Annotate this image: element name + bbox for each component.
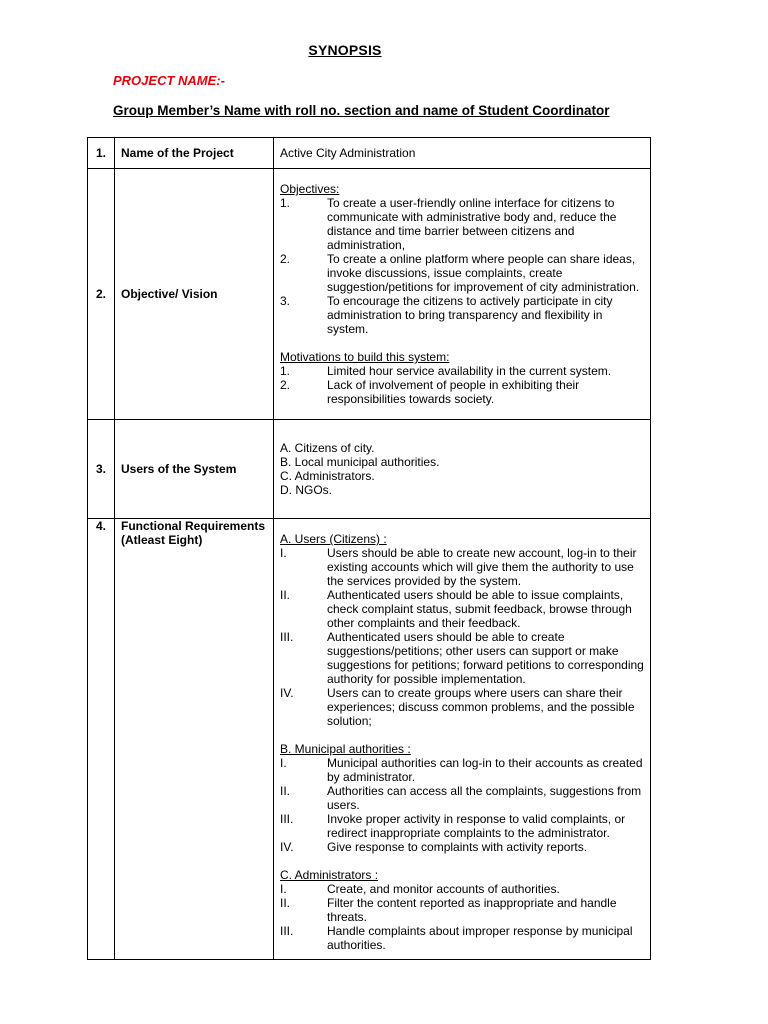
requirements-list [280, 546, 644, 728]
list-item: D. NGOs. [280, 483, 333, 497]
list-item: IV. Give response to complaints with activity reports. [280, 840, 588, 854]
list-item: A. Citizens of city. [280, 441, 375, 455]
project-name-value: Active City Administration [274, 138, 651, 169]
row-label: Name of the Project [115, 138, 274, 169]
group-members-heading: Group Member’s Name with roll no. section and name of Student Coordinator [113, 103, 610, 118]
list-item: 1. To create a user-friendly online interface for citizens to communicate with administrative body and, reduce the distance and time barrier between citizens and administration, [280, 196, 617, 252]
section-heading: C. Administrators : [280, 868, 379, 882]
list-item: 1. Limited hour service availability in the current system. [280, 364, 612, 378]
requirements-list [280, 756, 644, 854]
synopsis-table [87, 137, 651, 960]
list-item: III. Handle complaints about improper response by municipal authorities. [280, 924, 633, 952]
row-label: Users of the System [115, 420, 274, 519]
table-row [88, 169, 651, 420]
list-item: I. Create, and monitor accounts of authorities. [280, 882, 560, 896]
list-item: B. Local municipal authorities. [280, 455, 440, 469]
row-label: Objective/ Vision [115, 169, 274, 420]
list-item: C. Administrators. [280, 469, 375, 483]
table-row [88, 138, 651, 169]
list-item: 3. To encourage the citizens to actively participate in city administration to bring transparency and flexibility in system. [280, 294, 613, 336]
list-item: I. Users should be able to create new account, log-in to their existing accounts which will give them the authority to use the services provided by the system. [280, 546, 637, 588]
objective-vision-content [274, 169, 651, 420]
row-number: 3. [88, 420, 115, 519]
row-number: 1. [88, 138, 115, 169]
list-item: IV. Users can to create groups where users can share their experiences; discuss common problems, and the possible solution; [280, 686, 635, 728]
table-row [88, 519, 651, 960]
list-item: II. Filter the content reported as inappropriate and handle threats. [280, 896, 617, 924]
row-number: 4. [88, 519, 115, 960]
list-item: I. Municipal authorities can log-in to their accounts as created by administrator. [280, 756, 643, 784]
section-heading: B. Municipal authorities : [280, 742, 411, 756]
list-item: II. Authenticated users should be able to issue complaints, check complaint status, submit feedback, browse through other complaints and their feedback. [280, 588, 632, 630]
list-item: 2. Lack of involvement of people in exhibiting their responsibilities towards society. [280, 378, 580, 406]
row-number: 2. [88, 169, 115, 420]
list-item: II. Authorities can access all the complaints, suggestions from users. [280, 784, 642, 812]
motivations-list [280, 364, 644, 406]
motivations-heading: Motivations to build this system: [280, 350, 450, 364]
list-item: 2. To create a online platform where people can share ideas, invoke discussions, issue complaints, create suggestion/petitions for improvement of city administration. [280, 252, 640, 294]
document-title: SYNOPSIS [308, 42, 382, 58]
users-content [274, 420, 651, 519]
table-row [88, 420, 651, 519]
list-item: III. Authenticated users should be able to create suggestions/petitions; other users can support or make suggestions for petitions; forward petitions to corresponding authority for possible implementation. [280, 630, 644, 686]
objectives-list [280, 196, 644, 336]
project-name-label: PROJECT NAME:- [113, 73, 225, 88]
row-label: Functional Requirements (Atleast Eight) [115, 519, 274, 960]
requirements-list [280, 882, 644, 952]
objectives-heading: Objectives: [280, 182, 340, 196]
list-item: III. Invoke proper activity in response to valid complaints, or redirect inappropriate complaints to the administrator. [280, 812, 626, 840]
functional-requirements-content [274, 519, 651, 960]
section-heading: A. Users (Citizens) : [280, 532, 387, 546]
